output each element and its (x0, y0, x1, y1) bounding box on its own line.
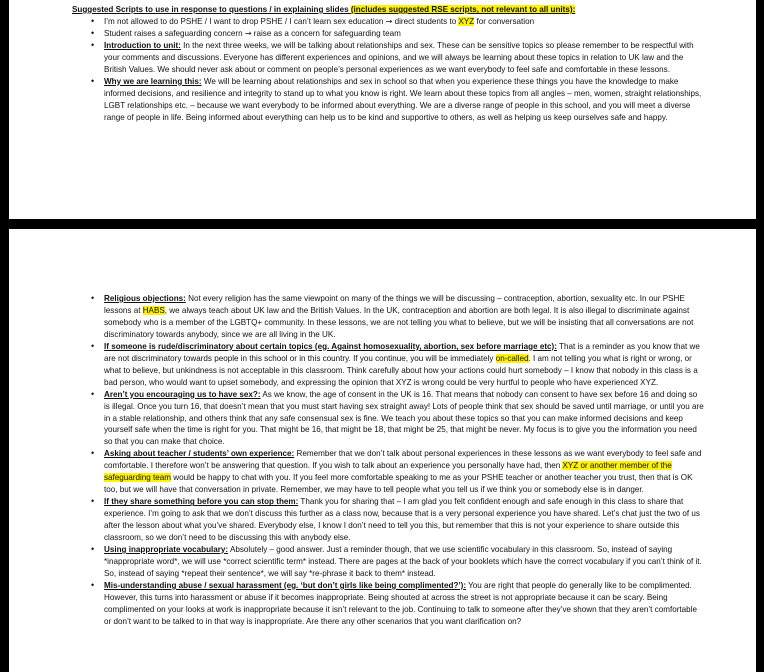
item-text: As we know, the age of consent in the UK is 16. That means that nobody can consent to have sex before 16 and doing so is illegal. Once you turn 16, that doesn’t mean that you must start having sex straight away! Lots of people think that sex should be saved until marriage, or until you are in a stable relationship, and others think that any safe consensual sex is fine. We teach you about these topics so that you can make informed decisions and keep yourself safe when the time is right for you. That might be 16, that might be 18, that might be 25, that might be never. My focus is to give you the information you need so that you can make that choice. (104, 389, 704, 447)
scripts-heading (72, 4, 704, 16)
item-label: Using inappropriate vocabulary: (104, 545, 229, 555)
arrow-icon: → (385, 16, 393, 26)
heading-text: Suggested Scripts to use in response to questions / in explaining slides (72, 5, 351, 14)
item-text: direct students to (392, 16, 459, 26)
item-text: Not every religion has the same viewpoint on many of the things we will be discussing – contraception, abortion, sexuality etc. In our PSHE lessons at (104, 294, 685, 315)
arrow-icon: → (244, 28, 252, 38)
bullet-item (104, 28, 704, 40)
item-text: . I am not telling you what is right or wrong, or what to believe, but unkindness is not acceptable in this classroom. Think carefully about how your actions could hurt somebody – I know that nobody in this class is a bad person, who would want to upset somebody, and expressing the opinion that XYZ is wrong could be very hurtful to people who have experienced XYZ. (104, 353, 698, 387)
item-text: In the next three weeks, we will be talking about relationships and sex. These can be sensitive topics so please remember to be respectful with your comments and discussions. Everyone has different experiences and opinions, and we will always be learning about these topics in relation to UK law and the British Values. We should never ask about or comment on people’s personal experiences as we want everybody to feel safe and comfortable in these lessons. (104, 40, 694, 74)
highlighted-text: on-called (495, 353, 529, 363)
page-1-content (72, 4, 704, 124)
bullet-item (104, 40, 704, 76)
item-label: Mis-understanding abuse / sexual harassment (eg. ‘but don’t girls like being complimented?’): (104, 580, 467, 590)
item-text: would be happy to chat with you. If you feel more comfortable speaking to me as your PSHE teacher or another teacher you trust, then that is OK too, but we will have that conversation in private. Remember, we may have to tell people what you tell us if we think you or somebody else is in danger. (104, 473, 693, 495)
item-label: If they share something before you can stop them: (104, 497, 299, 507)
item-text: I’m not allowed to do PSHE / I want to drop PSHE / I can’t learn sex education (104, 16, 386, 26)
item-text: Absolutely – good answer. Just a reminder though, that we use scientific vocabulary in this classroom. So, instead of saying *inappropriate word*, we will use *correct scientific term* instead. There are pages at the back of your booklets which have the correct vocabulary if you can’t think of it. So, instead of saying *repeat their sentence*, we will say *re-phrase it back to them* instead. (104, 545, 702, 578)
item-label: Why we are learning this: (104, 76, 202, 86)
heading-highlight: (includes suggested RSE scripts, not relevant to all units): (350, 5, 576, 14)
highlighted-text: XYZ or another member of the safeguarding team (104, 461, 672, 483)
bullet-item (104, 16, 704, 28)
item-text: We will be learning about relationships and sex in school so that when you experience these things you have the knowledge to make informed decisions, and resilience and integrity to stand up to what you know is right. We learn about these topics from all angles – men, women, straight relationships, LGBT relationships etc. – because we want everybody to be informed about everything. We are a diverse range of people in this school, and you will meet a diverse range of people in life. Being informed about everything can help us to be kind and supportive to others, as well as helping us keep ourselves safe and happy. (104, 76, 702, 122)
bullet-item (104, 448, 704, 496)
item-label: Aren’t you encouraging us to have sex?: (104, 389, 261, 399)
bullet-item (104, 580, 704, 628)
bullet-item (104, 496, 704, 544)
page-2-content (72, 293, 704, 628)
item-text: raise as a concern for safeguarding team (251, 28, 401, 38)
item-label: Asking about teacher / students’ own experience: (104, 449, 295, 459)
bullet-item (104, 341, 704, 389)
item-text: , we always teach about UK law and the British Values. In the UK, contraception and abortion are both legal. It is also illegal to discriminate against somebody who is a member of the LGBTQ+ community. In these lessons, we are not telling you what to believe, but we will be insisting that all conversations are not discriminatory towards anybody, since we are all living in the UK. (104, 305, 694, 339)
item-label: Introduction to unit: (104, 40, 181, 50)
bullet-item (104, 293, 704, 341)
item-text: That is a reminder as you know that we are not discriminatory towards people in this school or in this country. If you continue, you will be immediately (104, 341, 700, 363)
item-label: If someone is rude/discriminatory about certain topics (eg. Against homosexuality, abortion, sex before marriage etc): (104, 341, 557, 351)
bullet-item (104, 389, 704, 449)
item-text: Thank you for sharing that – I am glad you felt confident enough and safe enough in this class to share that experience. I’m going to ask that we don’t discuss this further as a class now, because that is a very personal experience you have shared. Let’s chat just the two of us after the lesson about what you’ve shared. Everybody else, I know I don’t need to tell you this, but remember that this is not your experience to share outside this classroom, so we don’t need to be discussing this with anybody else. (104, 497, 700, 543)
document-page-1 (9, 0, 756, 219)
document-page-2 (9, 229, 756, 672)
highlighted-text: HABS (142, 305, 165, 315)
item-text: Student raises a safeguarding concern (104, 28, 245, 38)
item-label: Religious objections: (104, 294, 186, 303)
item-text: You are right that people do generally like to be complimented. However, this turns into harassment or abuse if it becomes inappropriate. Being shouted at across the street is not appropriate because it can be scary. Being complimented on your looks at work is inappropriate because it isn’t relevant to the job. Continuing to talk to someone after they’ve shown that they aren’t comfortable or don’t want to be talked to in that way is inappropriate. Are there any other scenarios that you want clarification on? (104, 580, 697, 626)
bullet-item (104, 76, 704, 124)
highlighted-text: XYZ (458, 16, 475, 26)
item-text: Remember that we don’t talk about personal experiences in these lessons as we want everybody to feel safe and comfortable. I therefore won’t be answering that question. If you wish to talk about an experience you personally have had, then (104, 449, 702, 471)
page-1-bullet-list (72, 16, 704, 124)
item-text: for conversation (474, 16, 535, 26)
bullet-item (104, 544, 704, 580)
page-2-bullet-list (72, 293, 704, 628)
